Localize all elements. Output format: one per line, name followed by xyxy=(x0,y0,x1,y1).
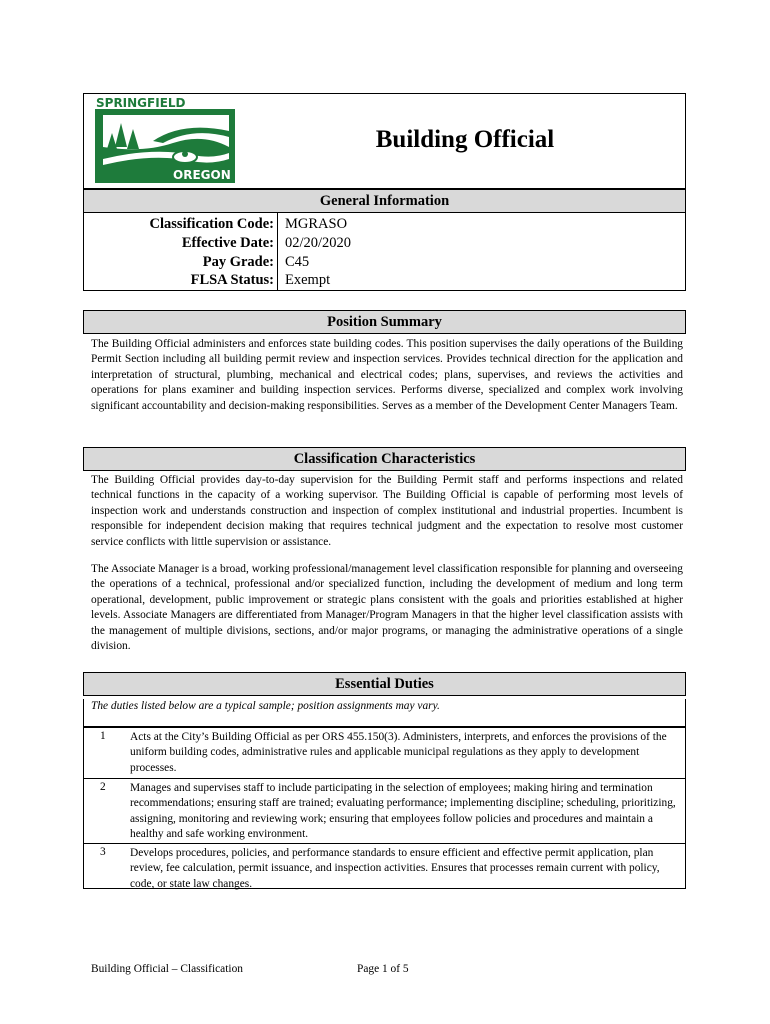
flsa-status-label: FLSA Status: xyxy=(190,272,274,288)
effective-date-label: Effective Date: xyxy=(181,235,274,251)
position-summary-text: The Building Official administers and enforces state building codes. This position supervises the daily operations of the Building Permit Section including all building permit review and inspection services. Provides technical direction for the application and interpretation of structural, plumbing, mechanical and electrical codes; plans, supervises, and reviews the activities and operations for plans examiner and building inspection services. Performs diverse, specialized and complex work involving significant accountability and decision-making responsibilities. Serves as a member of the Development Center Managers Team. xyxy=(91,338,683,412)
duty-text: Manages and supervises staff to include participating in the selection of employees; making hiring and termination recommendations; ensuring staff are trained; evaluating performance; implementing discipline; scheduling, prioritizing, assigning, monitoring and reviewing work; ensuring that employees follow policies and procedures and maintain a healthy and safe working environment. xyxy=(130,782,676,841)
classification-code-value: MGRASO xyxy=(285,216,348,232)
flsa-status-value: Exempt xyxy=(285,272,331,288)
duty-text: Acts at the City’s Building Official as per ORS 455.150(3). Administers, interprets, and enforces the provisions of the uniform building codes, administrative rules and applicable municipal regulations as they apply to development processes. xyxy=(130,731,667,774)
duty-row xyxy=(83,727,686,779)
duty-row xyxy=(83,778,686,844)
duty-number: 1 xyxy=(100,730,106,742)
effective-date-value: 02/20/2020 xyxy=(285,235,352,251)
pay-grade-value: C45 xyxy=(285,254,310,270)
position-summary-heading: Position Summary xyxy=(83,310,686,334)
springfield-oregon-logo xyxy=(93,97,239,185)
pay-grade-label: Pay Grade: xyxy=(202,254,274,270)
duty-text: Develops procedures, policies, and performance standards to ensure efficient and effective permit application, plan review, fee calculation, permit issuance, and inspection activities. Ensures that processes remain current with policy, code, or state law changes. xyxy=(130,847,660,890)
document-title: Building Official xyxy=(375,126,555,153)
duty-row xyxy=(83,843,686,889)
footer-page-number: Page 1 of 5 xyxy=(357,963,409,975)
duty-number: 3 xyxy=(100,846,106,858)
classification-paragraph-2: The Associate Manager is a broad, working professional/management level classification responsible for planning and overseeing the operations of a technical, professional and/or specialized function, including the development of medium and long term operational, development, public improvement or strategic plans consistent with the goals and priorities established at higher levels. Associate Managers are differentiated from Manager/Program Managers in that the higher level classification assists with the management of multiple divisions, sections, and/or major programs, or managing the administrative operations of a single division. xyxy=(91,563,683,653)
classification-paragraph-1: The Building Official provides day-to-day supervision for the Building Permit staff and performs inspections and related technical functions in the capacity of a working supervisor. The Building Official is capable of performing most levels of inspection work and understands construction and inspection of complex institutional and industrial properties. Incumbent is responsible for independent decision making that requires technical judgment and the expectation to resolve most customer service conflicts with little supervision or assistance. xyxy=(91,474,683,548)
classification-characteristics-heading: Classification Characteristics xyxy=(83,447,686,471)
table-divider xyxy=(277,213,278,291)
general-information-heading: General Information xyxy=(83,189,686,213)
logo-top-text: SPRINGFIELD xyxy=(96,97,186,110)
duties-note: The duties listed below are a typical sample; position assignments may vary. xyxy=(91,700,440,712)
logo-bottom-text: OREGON xyxy=(173,168,231,182)
essential-duties-heading: Essential Duties xyxy=(83,672,686,696)
footer-document-name: Building Official – Classification xyxy=(91,963,243,975)
duty-number: 2 xyxy=(100,781,106,793)
classification-code-label: Classification Code: xyxy=(149,216,274,232)
